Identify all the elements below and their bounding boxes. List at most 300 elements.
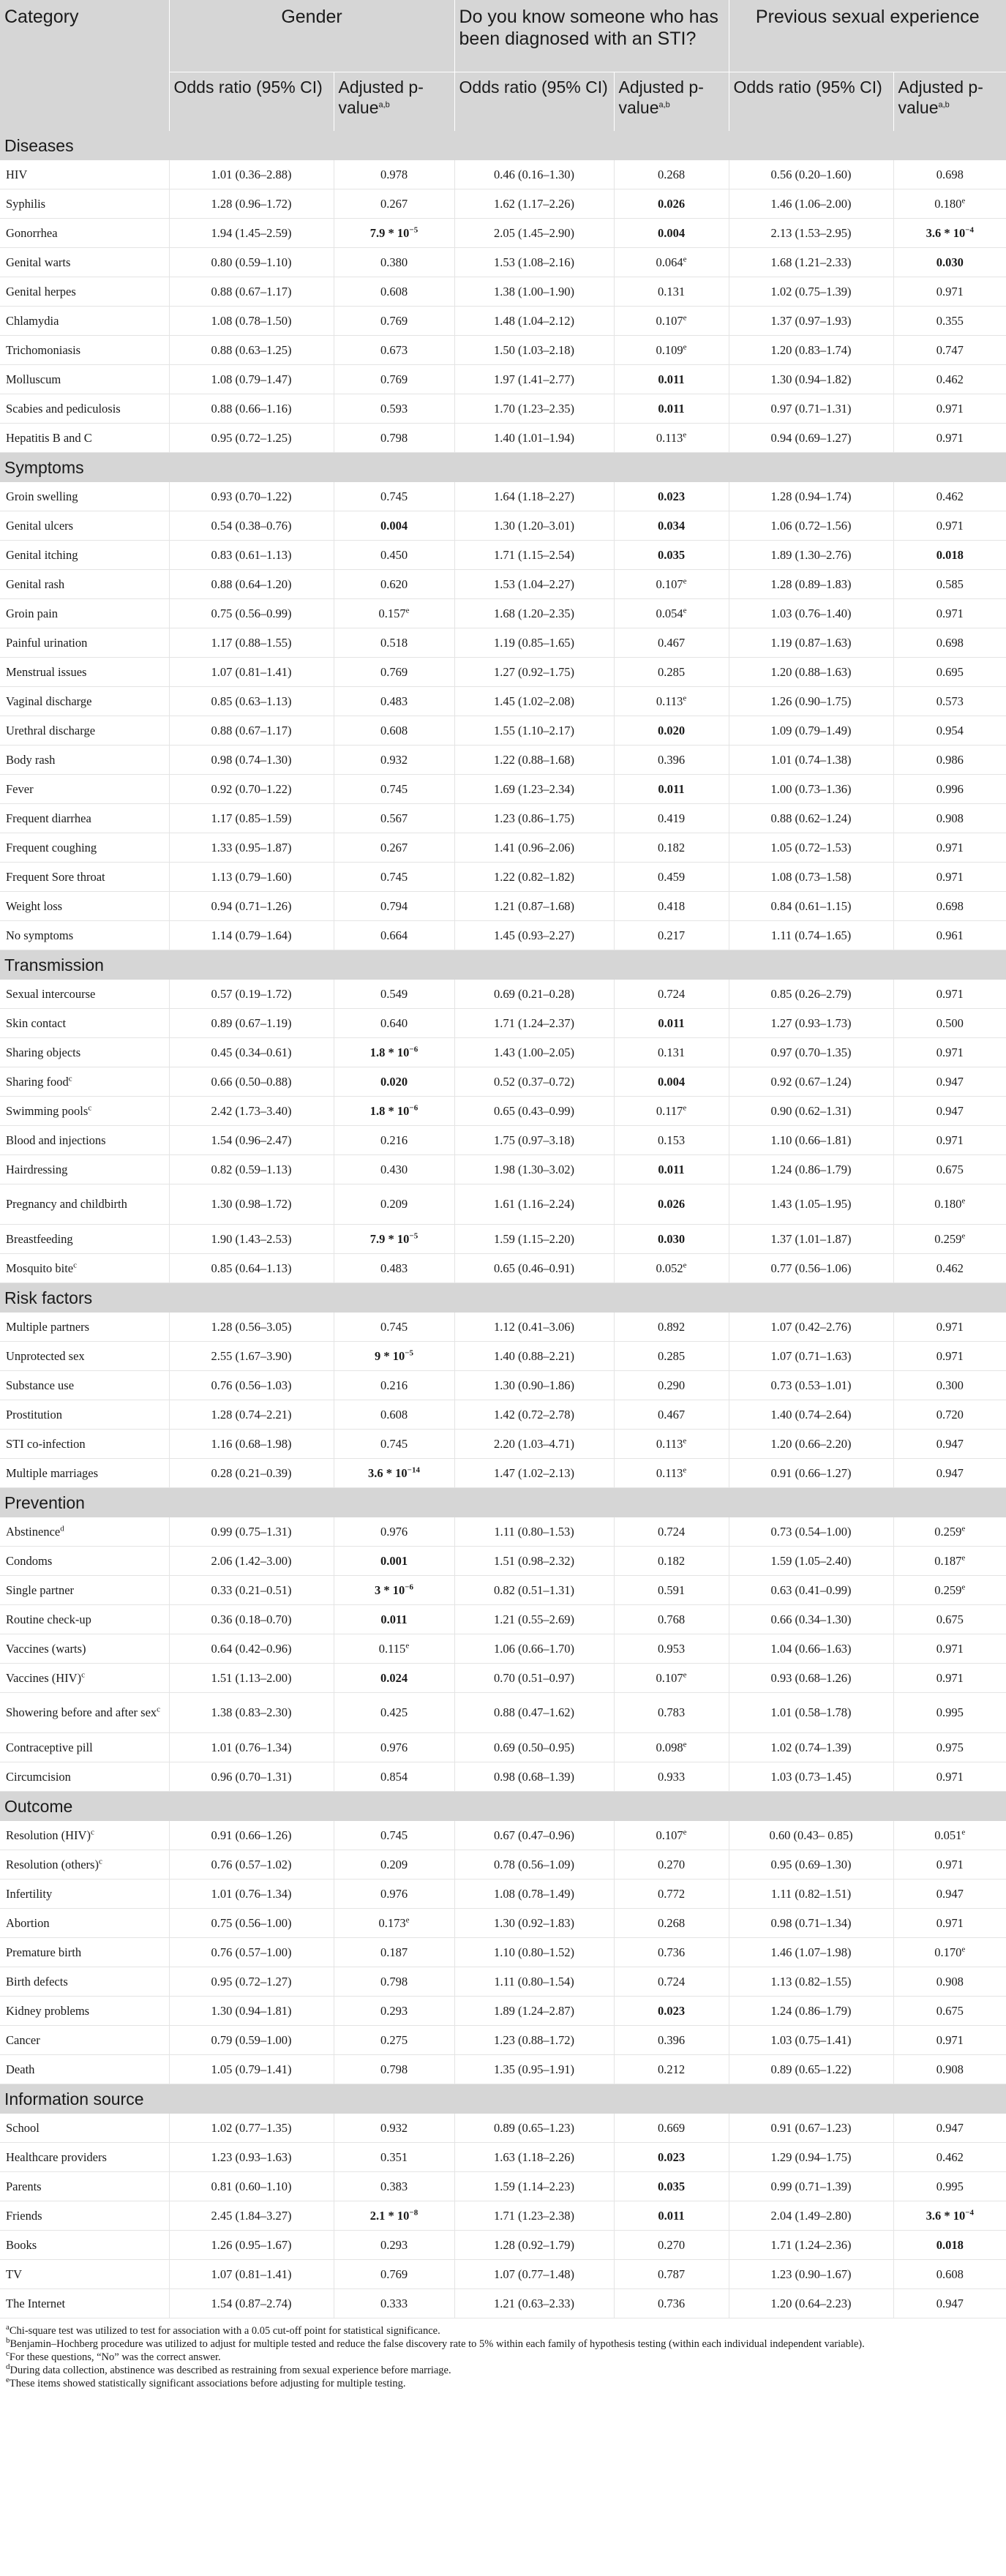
odds-ratio-cell: 0.92 (0.70–1.22) <box>169 775 334 804</box>
odds-ratio-cell: 1.33 (0.95–1.87) <box>169 833 334 863</box>
adjusted-p-cell: 0.113e <box>614 1430 729 1459</box>
adjusted-p-cell: 0.380 <box>334 248 454 277</box>
odds-ratio-cell: 1.38 (0.83–2.30) <box>169 1693 334 1733</box>
table-row <box>0 1459 1006 1488</box>
table-row <box>0 365 1006 394</box>
row-label: Hepatitis B and C <box>0 424 169 453</box>
adjusted-p-cell: 0.182 <box>614 833 729 863</box>
adjusted-p-cell: 0.573 <box>893 687 1006 716</box>
footnote: $^b$Benjamin–Hochberg procedure was utilized to adjust for multiple tested and reduce the false discovery rate to 5% within each family of hypothesis testing (within each individual independent variable). <box>6 2336 865 2350</box>
adjusted-p-cell: 0.030 <box>893 248 1006 277</box>
odds-ratio-cell: 1.08 (0.78–1.50) <box>169 307 334 336</box>
odds-ratio-cell: 1.94 (1.45–2.59) <box>169 219 334 248</box>
adjusted-p-cell: 0.035 <box>614 541 729 570</box>
row-label: Swimming pools$^c$ <box>0 1097 169 1126</box>
adjusted-p-cell: 0.673 <box>334 336 454 365</box>
table-row <box>0 1342 1006 1371</box>
odds-ratio-cell: 0.66 (0.34–1.30) <box>729 1605 893 1634</box>
adjusted-p-cell: 0.747 <box>893 336 1006 365</box>
odds-ratio-cell: 1.07 (0.42–2.76) <box>729 1313 893 1342</box>
odds-ratio-cell: 1.70 (1.23–2.35) <box>454 394 614 424</box>
odds-ratio-cell: 1.10 (0.66–1.81) <box>729 1126 893 1155</box>
odds-ratio-cell: 1.11 (0.80–1.54) <box>454 1967 614 1997</box>
odds-ratio-cell: 1.50 (1.03–2.18) <box>454 336 614 365</box>
adjusted-p-cell: 0.030 <box>614 1225 729 1254</box>
adjusted-p-cell: 0.947 <box>893 1097 1006 1126</box>
section-header <box>0 950 1006 980</box>
section-title: Outcome <box>0 1792 1006 1822</box>
odds-ratio-cell: 0.81 (0.60–1.10) <box>169 2172 334 2201</box>
adjusted-p-cell: 0.268 <box>614 160 729 189</box>
odds-ratio-cell: 1.24 (0.86–1.79) <box>729 1997 893 2026</box>
row-label: The Internet <box>0 2289 169 2318</box>
adjusted-p-cell: 0.018 <box>893 541 1006 570</box>
row-label: STI co-infection <box>0 1430 169 1459</box>
adjusted-p-cell: 0.892 <box>614 1313 729 1342</box>
table-row <box>0 160 1006 189</box>
adjusted-p-cell: 0.267 <box>334 189 454 219</box>
odds-ratio-cell: 1.55 (1.10–2.17) <box>454 716 614 746</box>
adjusted-p-cell: 0.798 <box>334 2055 454 2084</box>
row-label: Resolution (HIV)$^c$ <box>0 1821 169 1850</box>
odds-ratio-cell: 1.21 (0.63–2.33) <box>454 2289 614 2318</box>
adjusted-p-cell: 0.054e <box>614 599 729 628</box>
adjusted-p-cell: 0.051e <box>893 1821 1006 1850</box>
odds-ratio-cell: 1.37 (0.97–1.93) <box>729 307 893 336</box>
odds-ratio-cell: 1.54 (0.87–2.74) <box>169 2289 334 2318</box>
odds-ratio-cell: 0.36 (0.18–0.70) <box>169 1605 334 1634</box>
odds-ratio-cell: 0.94 (0.71–1.26) <box>169 892 334 921</box>
row-label: Breastfeeding <box>0 1225 169 1254</box>
odds-ratio-cell: 1.08 (0.73–1.58) <box>729 863 893 892</box>
adjusted-p-cell: 0.333 <box>334 2289 454 2318</box>
table-row <box>0 1097 1006 1126</box>
odds-ratio-cell: 1.05 (0.79–1.41) <box>169 2055 334 2084</box>
adjusted-p-header: Adjusted p-value$^{a,b}$ <box>334 72 454 132</box>
adjusted-p-cell: 0.769 <box>334 307 454 336</box>
odds-ratio-cell: 0.69 (0.21–0.28) <box>454 980 614 1009</box>
odds-ratio-cell: 1.14 (0.79–1.64) <box>169 921 334 950</box>
section-header <box>0 453 1006 483</box>
odds-ratio-cell: 0.88 (0.63–1.25) <box>169 336 334 365</box>
table-row <box>0 892 1006 921</box>
adjusted-p-cell: 0.986 <box>893 746 1006 775</box>
odds-ratio-cell: 0.88 (0.47–1.62) <box>454 1693 614 1733</box>
row-label: Vaccines (HIV)$^c$ <box>0 1664 169 1693</box>
odds-ratio-cell: 0.89 (0.65–1.22) <box>729 2055 893 2084</box>
section-title: Prevention <box>0 1488 1006 1518</box>
row-label: Frequent coughing <box>0 833 169 863</box>
adjusted-p-cell: $3.6 * 10^{-4}$ <box>893 2201 1006 2231</box>
adjusted-p-cell: 0.217 <box>614 921 729 950</box>
adjusted-p-cell: 0.209 <box>334 1850 454 1880</box>
adjusted-p-cell: 0.459 <box>614 863 729 892</box>
adjusted-p-cell: 0.300 <box>893 1371 1006 1400</box>
row-label: Showering before and after sex$^c$ <box>0 1693 169 1733</box>
odds-ratio-cell: 1.97 (1.41–2.77) <box>454 365 614 394</box>
odds-ratio-cell: 1.45 (1.02–2.08) <box>454 687 614 716</box>
odds-ratio-cell: 0.76 (0.57–1.02) <box>169 1850 334 1880</box>
adjusted-p-cell: 0.975 <box>893 1733 1006 1762</box>
adjusted-p-cell: $3.6 * 10^{-4}$ <box>893 219 1006 248</box>
odds-ratio-cell: 0.46 (0.16–1.30) <box>454 160 614 189</box>
adjusted-p-cell: 0.961 <box>893 921 1006 950</box>
odds-ratio-cell: 0.98 (0.68–1.39) <box>454 1762 614 1792</box>
section-header <box>0 131 1006 160</box>
adjusted-p-cell: 0.971 <box>893 863 1006 892</box>
table-row <box>0 863 1006 892</box>
adjusted-p-cell: 0.736 <box>614 1938 729 1967</box>
adjusted-p-cell: 0.004 <box>334 511 454 541</box>
row-label: Contraceptive pill <box>0 1733 169 1762</box>
odds-ratio-cell: 0.99 (0.75–1.31) <box>169 1517 334 1547</box>
adjusted-p-cell: 0.608 <box>334 1400 454 1430</box>
adjusted-p-cell: 0.736 <box>614 2289 729 2318</box>
table-row <box>0 1938 1006 1967</box>
row-label: Genital rash <box>0 570 169 599</box>
table-row <box>0 980 1006 1009</box>
odds-ratio-cell: 0.69 (0.50–0.95) <box>454 1733 614 1762</box>
adjusted-p-cell: 0.290 <box>614 1371 729 1400</box>
odds-ratio-cell: 1.12 (0.41–3.06) <box>454 1313 614 1342</box>
odds-ratio-cell: 1.98 (1.30–3.02) <box>454 1155 614 1184</box>
row-label: Body rash <box>0 746 169 775</box>
adjusted-p-cell: 0.483 <box>334 687 454 716</box>
table-row <box>0 1762 1006 1792</box>
adjusted-p-cell: 0.383 <box>334 2172 454 2201</box>
table-row <box>0 424 1006 453</box>
adjusted-p-cell: 0.182 <box>614 1547 729 1576</box>
adjusted-p-cell: 0.954 <box>893 716 1006 746</box>
adjusted-p-cell: 0.947 <box>893 1459 1006 1488</box>
row-label: Painful urination <box>0 628 169 658</box>
row-label: Abstinence$^d$ <box>0 1517 169 1547</box>
odds-ratio-cell: 0.88 (0.67–1.17) <box>169 277 334 307</box>
adjusted-p-cell: 0.180e <box>893 1184 1006 1225</box>
odds-ratio-cell: 1.30 (1.20–3.01) <box>454 511 614 541</box>
adjusted-p-cell: 0.107e <box>614 570 729 599</box>
odds-ratio-cell: 0.70 (0.51–0.97) <box>454 1664 614 1693</box>
adjusted-p-cell: 0.018 <box>893 2231 1006 2260</box>
odds-ratio-cell: 0.91 (0.66–1.27) <box>729 1459 893 1488</box>
table-row <box>0 307 1006 336</box>
odds-ratio-cell: 0.85 (0.26–2.79) <box>729 980 893 1009</box>
adjusted-p-cell: 0.034 <box>614 511 729 541</box>
adjusted-p-cell: 0.212 <box>614 2055 729 2084</box>
footnote: $^e$These items showed statistically significant associations before adjusting for multiple testing. <box>6 2376 406 2389</box>
odds-ratio-cell: 0.95 (0.69–1.30) <box>729 1850 893 1880</box>
odds-ratio-cell: 0.75 (0.56–0.99) <box>169 599 334 628</box>
odds-ratio-cell: 0.89 (0.67–1.19) <box>169 1009 334 1038</box>
adjusted-p-cell: 0.745 <box>334 863 454 892</box>
adjusted-p-cell: 0.971 <box>893 1313 1006 1342</box>
odds-ratio-cell: 0.90 (0.62–1.31) <box>729 1097 893 1126</box>
odds-ratio-cell: 1.89 (1.30–2.76) <box>729 541 893 570</box>
odds-ratio-cell: 1.62 (1.17–2.26) <box>454 189 614 219</box>
table-row <box>0 511 1006 541</box>
odds-ratio-cell: 1.23 (0.90–1.67) <box>729 2260 893 2289</box>
adjusted-p-cell: 0.675 <box>893 1155 1006 1184</box>
odds-ratio-cell: 1.54 (0.96–2.47) <box>169 1126 334 1155</box>
row-label: Chlamydia <box>0 307 169 336</box>
odds-ratio-cell: 0.77 (0.56–1.06) <box>729 1254 893 1283</box>
table-row <box>0 2172 1006 2201</box>
odds-ratio-cell: 1.71 (1.24–2.37) <box>454 1009 614 1038</box>
odds-ratio-cell: 0.28 (0.21–0.39) <box>169 1459 334 1488</box>
adjusted-p-cell: 0.023 <box>614 2143 729 2172</box>
adjusted-p-cell: 0.131 <box>614 277 729 307</box>
row-label: Skin contact <box>0 1009 169 1038</box>
odds-ratio-cell: 0.93 (0.68–1.26) <box>729 1664 893 1693</box>
table-row <box>0 570 1006 599</box>
odds-ratio-cell: 0.98 (0.74–1.30) <box>169 746 334 775</box>
odds-ratio-cell: 0.82 (0.59–1.13) <box>169 1155 334 1184</box>
odds-ratio-cell: 1.07 (0.81–1.41) <box>169 2260 334 2289</box>
adjusted-p-cell: 0.947 <box>893 2289 1006 2318</box>
adjusted-p-cell: 0.585 <box>893 570 1006 599</box>
odds-ratio-cell: 0.83 (0.61–1.13) <box>169 541 334 570</box>
adjusted-p-cell: 0.462 <box>893 2143 1006 2172</box>
adjusted-p-cell: 0.293 <box>334 1997 454 2026</box>
odds-ratio-cell: 1.23 (0.93–1.63) <box>169 2143 334 2172</box>
row-label: Healthcare providers <box>0 2143 169 2172</box>
adjusted-p-cell: 0.170e <box>893 1938 1006 1967</box>
adjusted-p-cell: 0.947 <box>893 1880 1006 1909</box>
odds-ratio-cell: 0.85 (0.63–1.13) <box>169 687 334 716</box>
odds-ratio-cell: 1.06 (0.72–1.56) <box>729 511 893 541</box>
adjusted-p-cell: 0.011 <box>614 1155 729 1184</box>
odds-ratio-cell: 1.10 (0.80–1.52) <box>454 1938 614 1967</box>
adjusted-p-cell: 0.976 <box>334 1517 454 1547</box>
know-someone-group-header: Do you know someone who has been diagnosed with an STI? <box>454 0 729 72</box>
odds-ratio-cell: 1.59 (1.15–2.20) <box>454 1225 614 1254</box>
adjusted-p-cell: 0.947 <box>893 2114 1006 2143</box>
adjusted-p-cell: 0.769 <box>334 2260 454 2289</box>
adjusted-p-cell: 0.180e <box>893 189 1006 219</box>
row-label: Resolution (others)$^c$ <box>0 1850 169 1880</box>
odds-ratio-cell: 2.20 (1.03–4.71) <box>454 1430 614 1459</box>
table-row <box>0 2260 1006 2289</box>
odds-ratio-cell: 1.24 (0.86–1.79) <box>729 1155 893 1184</box>
row-label: Molluscum <box>0 365 169 394</box>
adjusted-p-cell: 0.908 <box>893 1967 1006 1997</box>
odds-ratio-cell: 1.90 (1.43–2.53) <box>169 1225 334 1254</box>
table-row <box>0 1517 1006 1547</box>
odds-ratio-cell: 1.11 (0.74–1.65) <box>729 921 893 950</box>
adjusted-p-cell: 0.115e <box>334 1634 454 1664</box>
adjusted-p-cell: 0.971 <box>893 1762 1006 1792</box>
adjusted-p-cell: 0.978 <box>334 160 454 189</box>
table-row <box>0 658 1006 687</box>
table-row <box>0 804 1006 833</box>
adjusted-p-cell: 0.769 <box>334 365 454 394</box>
odds-ratio-cell: 1.69 (1.23–2.34) <box>454 775 614 804</box>
row-label: Blood and injections <box>0 1126 169 1155</box>
adjusted-p-cell: 0.976 <box>334 1733 454 1762</box>
adjusted-p-cell: 0.768 <box>614 1605 729 1634</box>
adjusted-p-cell: 0.026 <box>614 1184 729 1225</box>
adjusted-p-cell: 0.669 <box>614 2114 729 2143</box>
table-row <box>0 599 1006 628</box>
adjusted-p-cell: 0.418 <box>614 892 729 921</box>
adjusted-p-header: Adjusted p-value$^{a,b}$ <box>614 72 729 132</box>
odds-ratio-cell: 0.63 (0.41–0.99) <box>729 1576 893 1605</box>
table-row <box>0 1634 1006 1664</box>
adjusted-p-cell: 0.549 <box>334 980 454 1009</box>
row-label: Genital herpes <box>0 277 169 307</box>
odds-ratio-cell: 1.21 (0.87–1.68) <box>454 892 614 921</box>
adjusted-p-cell: 0.787 <box>614 2260 729 2289</box>
table-row <box>0 1997 1006 2026</box>
table-row <box>0 1967 1006 1997</box>
odds-ratio-cell: 1.08 (0.78–1.49) <box>454 1880 614 1909</box>
footnotes <box>0 2318 1006 2390</box>
odds-ratio-cell: 1.27 (0.92–1.75) <box>454 658 614 687</box>
odds-ratio-cell: 1.00 (0.73–1.36) <box>729 775 893 804</box>
odds-ratio-cell: 2.55 (1.67–3.90) <box>169 1342 334 1371</box>
table-row <box>0 1038 1006 1067</box>
row-label: Hairdressing <box>0 1155 169 1184</box>
table-row <box>0 921 1006 950</box>
odds-ratio-cell: 2.06 (1.42–3.00) <box>169 1547 334 1576</box>
adjusted-p-cell: 0.971 <box>893 2026 1006 2055</box>
adjusted-p-cell: 0.745 <box>334 1430 454 1459</box>
odds-ratio-cell: 0.33 (0.21–0.51) <box>169 1576 334 1605</box>
odds-ratio-cell: 1.03 (0.75–1.41) <box>729 2026 893 2055</box>
odds-ratio-cell: 0.56 (0.20–1.60) <box>729 160 893 189</box>
table-row <box>0 1430 1006 1459</box>
row-label: Frequent Sore throat <box>0 863 169 892</box>
table-row <box>0 2114 1006 2143</box>
adjusted-p-cell: 0.462 <box>893 482 1006 511</box>
table-row <box>0 1067 1006 1097</box>
odds-ratio-cell: 1.30 (0.90–1.86) <box>454 1371 614 1400</box>
adjusted-p-cell: 0.971 <box>893 1126 1006 1155</box>
adjusted-p-cell: 0.798 <box>334 424 454 453</box>
odds-ratio-cell: 1.01 (0.76–1.34) <box>169 1733 334 1762</box>
row-label: Vaccines (warts) <box>0 1634 169 1664</box>
section-title: Symptoms <box>0 453 1006 483</box>
adjusted-p-cell: 0.107e <box>614 1664 729 1693</box>
odds-ratio-cell: 1.40 (1.01–1.94) <box>454 424 614 453</box>
adjusted-p-cell: 0.996 <box>893 775 1006 804</box>
table-row <box>0 775 1006 804</box>
table-row <box>0 2143 1006 2172</box>
odds-ratio-cell: 0.80 (0.59–1.10) <box>169 248 334 277</box>
odds-ratio-cell: 0.93 (0.70–1.22) <box>169 482 334 511</box>
odds-ratio-cell: 0.45 (0.34–0.61) <box>169 1038 334 1067</box>
table-header <box>0 0 1006 131</box>
row-label: HIV <box>0 160 169 189</box>
table-row <box>0 1225 1006 1254</box>
section-title: Risk factors <box>0 1283 1006 1313</box>
odds-ratio-cell: 1.89 (1.24–2.87) <box>454 1997 614 2026</box>
odds-ratio-cell: 2.42 (1.73–3.40) <box>169 1097 334 1126</box>
odds-ratio-cell: 1.68 (1.20–2.35) <box>454 599 614 628</box>
adjusted-p-cell: 0.285 <box>614 1342 729 1371</box>
odds-ratio-cell: 1.20 (0.83–1.74) <box>729 336 893 365</box>
odds-ratio-cell: 0.92 (0.67–1.24) <box>729 1067 893 1097</box>
adjusted-p-cell: 0.698 <box>893 892 1006 921</box>
adjusted-p-cell: 0.745 <box>334 1313 454 1342</box>
odds-ratio-cell: 1.71 (1.24–2.36) <box>729 2231 893 2260</box>
adjusted-p-cell: 0.209 <box>334 1184 454 1225</box>
odds-ratio-cell: 1.07 (0.81–1.41) <box>169 658 334 687</box>
adjusted-p-cell: 0.720 <box>893 1400 1006 1430</box>
odds-ratio-cell: 1.17 (0.85–1.59) <box>169 804 334 833</box>
adjusted-p-cell: 0.450 <box>334 541 454 570</box>
adjusted-p-cell: 0.419 <box>614 804 729 833</box>
odds-ratio-cell: 1.28 (0.94–1.74) <box>729 482 893 511</box>
adjusted-p-cell: 0.267 <box>334 833 454 863</box>
odds-ratio-cell: 1.16 (0.68–1.98) <box>169 1430 334 1459</box>
odds-ratio-cell: 1.13 (0.79–1.60) <box>169 863 334 892</box>
adjusted-p-cell: 0.351 <box>334 2143 454 2172</box>
odds-ratio-cell: 0.91 (0.67–1.23) <box>729 2114 893 2143</box>
table-row <box>0 2055 1006 2084</box>
row-label: Prostitution <box>0 1400 169 1430</box>
table-row <box>0 716 1006 746</box>
table-row <box>0 1400 1006 1430</box>
row-label: Fever <box>0 775 169 804</box>
odds-ratio-cell: 1.40 (0.74–2.64) <box>729 1400 893 1430</box>
odds-ratio-cell: 1.38 (1.00–1.90) <box>454 277 614 307</box>
odds-ratio-cell: 1.59 (1.14–2.23) <box>454 2172 614 2201</box>
adjusted-p-cell: 0.023 <box>614 1997 729 2026</box>
odds-ratio-cell: 1.41 (0.96–2.06) <box>454 833 614 863</box>
odds-ratio-cell: 1.47 (1.02–2.13) <box>454 1459 614 1488</box>
odds-ratio-cell: 1.64 (1.18–2.27) <box>454 482 614 511</box>
table-row <box>0 1547 1006 1576</box>
odds-ratio-cell: 1.20 (0.66–2.20) <box>729 1430 893 1459</box>
odds-ratio-cell: 1.11 (0.80–1.53) <box>454 1517 614 1547</box>
section-title: Information source <box>0 2084 1006 2114</box>
row-label: Menstrual issues <box>0 658 169 687</box>
row-label: Genital warts <box>0 248 169 277</box>
row-label: Routine check-up <box>0 1605 169 1634</box>
odds-ratio-cell: 0.84 (0.61–1.15) <box>729 892 893 921</box>
adjusted-p-cell: 0.971 <box>893 1664 1006 1693</box>
odds-ratio-cell: 0.96 (0.70–1.31) <box>169 1762 334 1792</box>
odds-ratio-cell: 1.43 (1.00–2.05) <box>454 1038 614 1067</box>
odds-ratio-cell: 1.42 (0.72–2.78) <box>454 1400 614 1430</box>
adjusted-p-cell: 0.011 <box>614 394 729 424</box>
adjusted-p-cell: 0.098e <box>614 1733 729 1762</box>
adjusted-p-cell: 0.932 <box>334 746 454 775</box>
row-label: Multiple partners <box>0 1313 169 1342</box>
odds-ratio-cell: 1.71 (1.23–2.38) <box>454 2201 614 2231</box>
odds-ratio-cell: 1.53 (1.08–2.16) <box>454 248 614 277</box>
adjusted-p-cell: 0.971 <box>893 1342 1006 1371</box>
adjusted-p-cell: 0.153 <box>614 1126 729 1155</box>
table-row <box>0 1184 1006 1225</box>
table-row <box>0 1909 1006 1938</box>
row-label: Pregnancy and childbirth <box>0 1184 169 1225</box>
adjusted-p-cell: 0.724 <box>614 1517 729 1547</box>
odds-ratio-cell: 0.67 (0.47–0.96) <box>454 1821 614 1850</box>
adjusted-p-cell: 0.971 <box>893 277 1006 307</box>
odds-ratio-cell: 1.68 (1.21–2.33) <box>729 248 893 277</box>
odds-ratio-cell: 0.88 (0.67–1.17) <box>169 716 334 746</box>
adjusted-p-cell: 0.794 <box>334 892 454 921</box>
adjusted-p-cell: 0.698 <box>893 160 1006 189</box>
adjusted-p-cell: 0.467 <box>614 628 729 658</box>
adjusted-p-cell: 0.396 <box>614 2026 729 2055</box>
odds-ratio-cell: 1.04 (0.66–1.63) <box>729 1634 893 1664</box>
row-label: Cancer <box>0 2026 169 2055</box>
adjusted-p-cell: $7.9 * 10^{-5}$ <box>334 219 454 248</box>
adjusted-p-cell: 0.001 <box>334 1547 454 1576</box>
